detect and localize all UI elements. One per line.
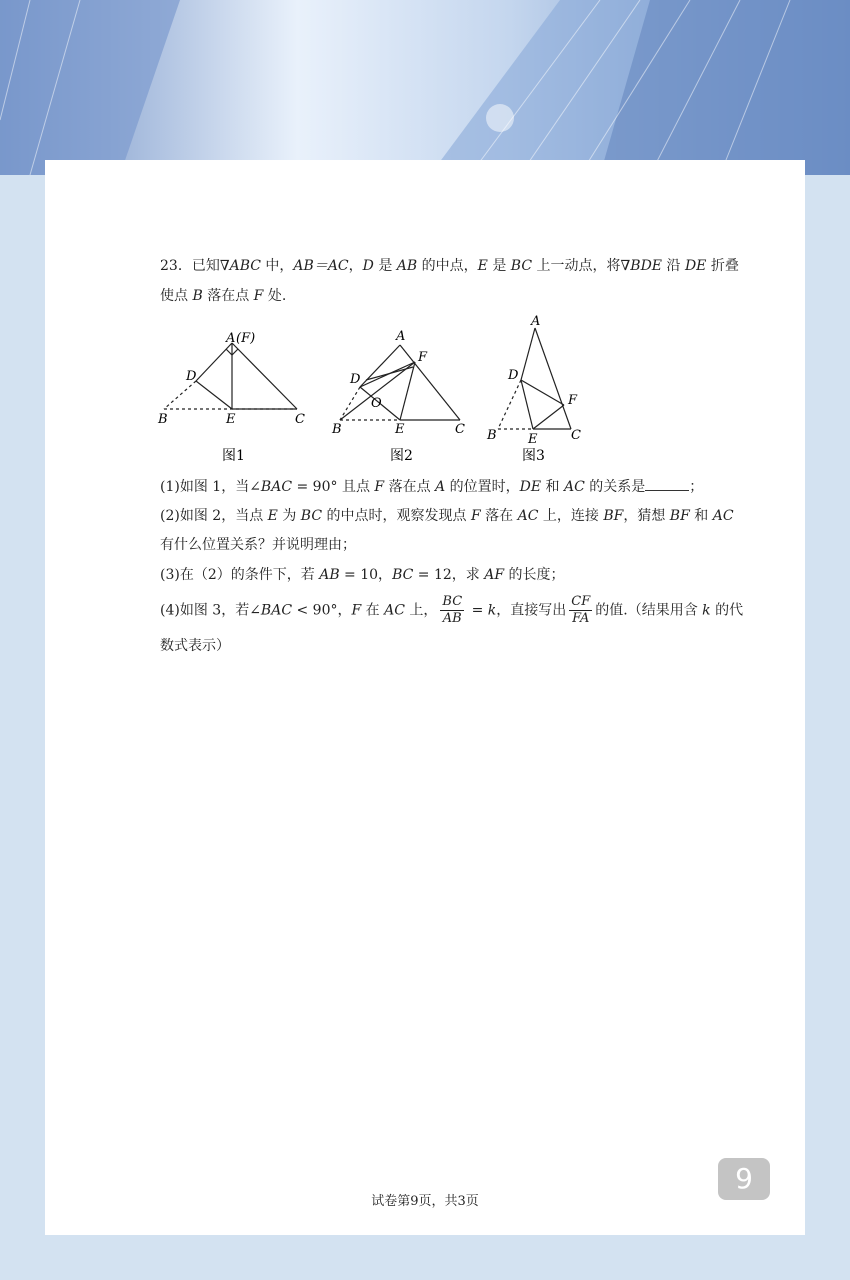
problem-line-2: 使点 B 落在点 F 处. xyxy=(160,288,287,304)
fig2-label-a: A xyxy=(396,329,406,344)
fig1-label-a: A xyxy=(226,331,236,346)
answer-blank xyxy=(645,476,689,491)
question-3: (3)在（2）的条件下，若 AB = 10，BC = 12，求 AF 的长度； xyxy=(160,567,565,583)
fig1-label-b: B xyxy=(158,412,168,427)
fraction-bc-ab: $\frac{BC}{AB}$ xyxy=(442,594,463,626)
question-1: (1)如图 1，当∠BAC = 90° 且点 F 落在点 A 的位置时，DE 和 AC 的关系是 ； xyxy=(160,476,703,497)
problem-line-1: 23．已知∇ABC 中，AB＝AC，D 是 AB 的中点，E 是 BC 上一动点，将∇BDE 沿 DE 折叠 xyxy=(160,258,739,274)
question-4: (4)如图 3，若∠BAC < 90°，F 在 AC 上， $\frac{BC}{AB}$ = k，直接写出 $\frac{CF}{FA}$ 的值.（结果用含 k 的代 xyxy=(160,594,744,626)
page-number-badge: 9 xyxy=(718,1158,770,1200)
header-banner-image xyxy=(0,0,850,175)
fig1-label-f: (F) xyxy=(236,331,256,346)
question-2-line-2: 有什么位置关系？并说明理由； xyxy=(160,537,356,553)
fig3-label-a: A xyxy=(531,314,541,329)
fig3-label-f: F xyxy=(568,393,578,408)
geometry-figures xyxy=(150,314,710,470)
fig3-label-c: C xyxy=(571,428,581,443)
fig3-label-e: E xyxy=(528,432,538,447)
fig2-label-c: C xyxy=(455,422,465,437)
fig2-label-f: F xyxy=(418,350,428,365)
fig3-label-b: B xyxy=(487,428,497,443)
fig2-label-o: O xyxy=(371,396,382,411)
fig1-label-e: E xyxy=(226,412,236,427)
exam-page xyxy=(45,160,805,1235)
fig3-label-d: D xyxy=(508,368,519,383)
fig2-label-e: E xyxy=(395,422,405,437)
fig1-caption: 图1 xyxy=(222,448,245,464)
fig2-label-d: D xyxy=(350,372,361,387)
page-footer: 试卷第9页，共3页 xyxy=(371,1194,479,1209)
figure-1 xyxy=(164,343,297,409)
fraction-cf-fa: $\frac{CF}{FA}$ xyxy=(571,594,591,626)
fig1-label-c: C xyxy=(295,412,305,427)
question-4-line-2: 数式表示） xyxy=(160,638,230,654)
fig2-label-b: B xyxy=(332,422,342,437)
fig1-label-d: D xyxy=(186,369,197,384)
fig3-caption: 图3 xyxy=(522,448,545,464)
fig2-caption: 图2 xyxy=(390,448,413,464)
question-2: (2)如图 2，当点 E 为 BC 的中点时，观察发现点 F 落在 AC 上，连接 BF，猜想 BF 和 AC xyxy=(160,508,734,524)
